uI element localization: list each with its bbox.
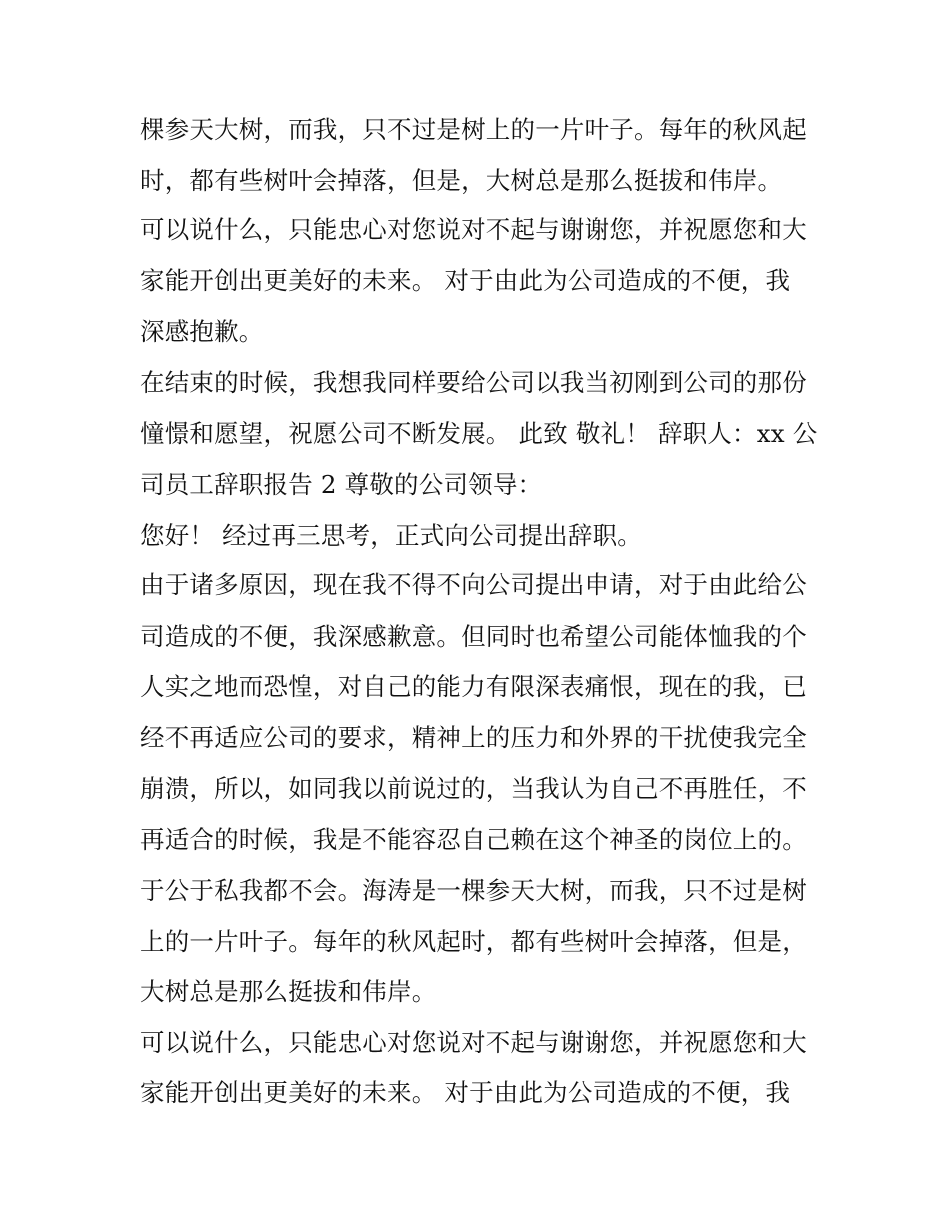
text-line: 人实之地而恐惶，对自己的能力有限深表痛恨，现在的我，已 <box>140 672 807 701</box>
text-line: 司造成的不便，我深感歉意。但同时也希望公司能体恤我的个 <box>140 622 807 651</box>
text-line: 在结束的时候，我想我同样要给公司以我当初刚到公司的那份 <box>140 368 807 397</box>
text-line: 憧憬和愿望，祝愿公司不断发展。 此致 敬礼！ 辞职人：xx 公 <box>140 419 818 448</box>
text-line: 棵参天大树，而我，只不过是树上的一片叶子。每年的秋风起 <box>140 115 807 144</box>
text-line: 再适合的时候，我是不能容忍自己赖在这个神圣的岗位上的。 <box>140 825 807 854</box>
text-line: 崩溃，所以，如同我以前说过的，当我认为自己不再胜任，不 <box>140 774 807 803</box>
text-line: 深感抱歉。 <box>140 317 264 346</box>
text-line: 于公于私我都不会。海涛是一棵参天大树，而我，只不过是树 <box>140 876 807 905</box>
text-line: 家能开创出更美好的未来。 对于由此为公司造成的不便，我 <box>140 266 791 295</box>
text-line: 家能开创出更美好的未来。 对于由此为公司造成的不便，我 <box>140 1078 791 1107</box>
text-line: 由于诸多原因，现在我不得不向公司提出申请，对于由此给公 <box>140 570 807 599</box>
text-line: 可以说什么，只能忠心对您说对不起与谢谢您，并祝愿您和大 <box>140 1028 807 1057</box>
text-line: 时，都有些树叶会掉落，但是，大树总是那么挺拔和伟岸。 <box>140 166 783 195</box>
text-line: 您好！ 经过再三思考，正式向公司提出辞职。 <box>140 521 642 550</box>
text-line: 司员工辞职报告 2 尊敬的公司领导： <box>140 470 543 499</box>
text-line: 大树总是那么挺拔和伟岸。 <box>140 977 437 1006</box>
text-line: 可以说什么，只能忠心对您说对不起与谢谢您，并祝愿您和大 <box>140 215 807 244</box>
text-line: 上的一片叶子。每年的秋风起时，都有些树叶会掉落，但是， <box>140 927 807 956</box>
text-line: 经不再适应公司的要求，精神上的压力和外界的干扰使我完全 <box>140 723 807 752</box>
